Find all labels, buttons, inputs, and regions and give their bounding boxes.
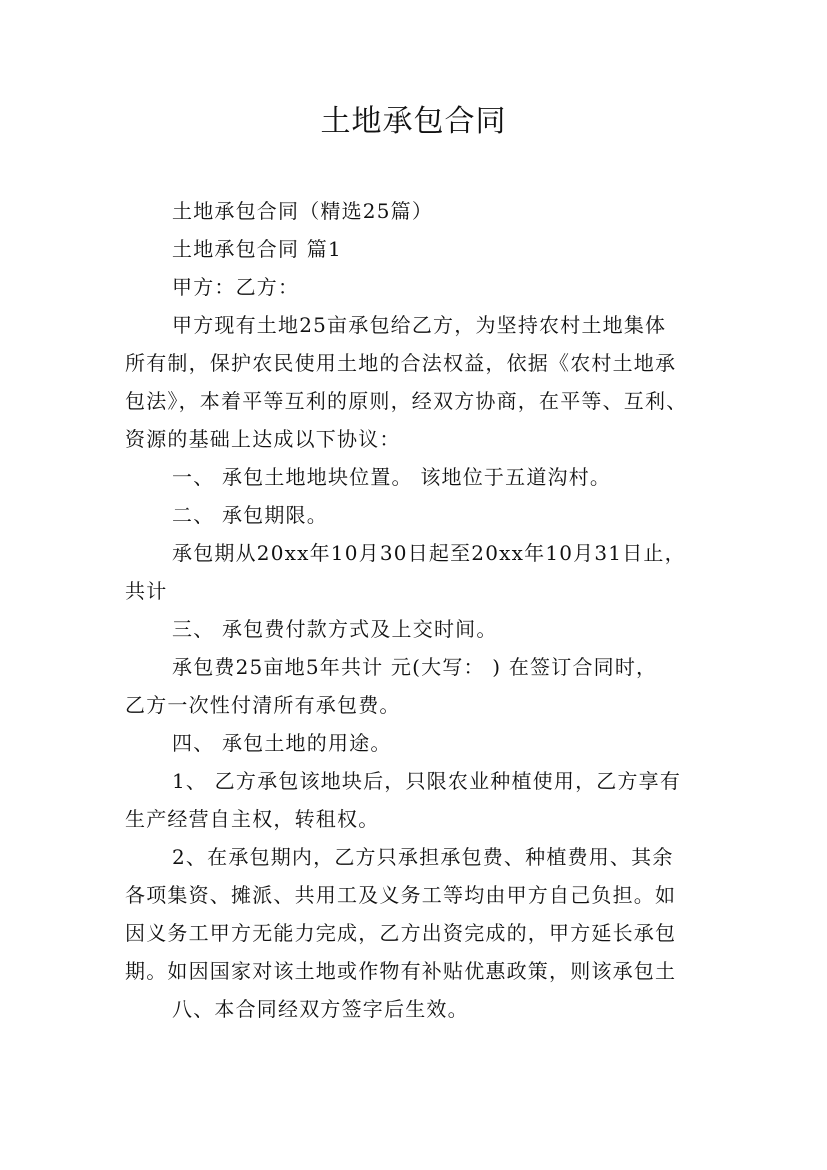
paragraph-line: 各项集资、摊派、共用工及义务工等均由甲方自己负担。如	[125, 883, 677, 907]
paragraph-line: 共计	[125, 579, 168, 603]
paragraph-line: 一、 承包土地地块位置。 该地位于五道沟村。	[172, 465, 612, 489]
paragraph-line: 承包期从20xx年10月30日起至20xx年10月31日止，	[172, 541, 686, 565]
document-title: 土地承包合同	[320, 104, 507, 139]
paragraph-line: 土地承包合同（精选25篇）	[172, 199, 434, 223]
paragraph-line: 乙方一次性付清所有承包费。	[125, 693, 401, 717]
paragraph-line: 承包费25亩地5年共计 元(大写： ) 在签订合同时，	[172, 655, 658, 679]
paragraph-line: 四、 承包土地的用途。	[172, 731, 392, 755]
paragraph-line: 期。如因国家对该土地或作物有补贴优惠政策，则该承包土	[125, 959, 677, 983]
paragraph-line: 因义务工甲方无能力完成，乙方出资完成的，甲方延长承包	[125, 921, 677, 945]
paragraph-line: 甲方现有土地25亩承包给乙方，为坚持农村土地集体	[172, 313, 667, 337]
paragraph-line: 土地承包合同 篇1	[172, 237, 342, 261]
paragraph-line: 1、 乙方承包该地块后，只限农业种植使用，乙方享有	[172, 769, 682, 793]
paragraph-line: 甲方：乙方：	[172, 275, 300, 299]
paragraph-line: 资源的基础上达成以下协议：	[125, 427, 401, 451]
paragraph-line: 2、在承包期内，乙方只承担承包费、种植费用、其余	[172, 845, 674, 869]
paragraph-line: 生产经营自主权，转租权。	[125, 807, 380, 831]
paragraph-line: 八、本合同经双方签字后生效。	[172, 997, 469, 1021]
paragraph-line: 包法》，本着平等互利的原则，经双方协商，在平等、互利、	[125, 389, 688, 413]
paragraph-line: 三、 承包费付款方式及上交时间。	[172, 617, 498, 641]
paragraph-line: 所有制，保护农民使用土地的合法权益，依据《农村土地承	[125, 351, 677, 375]
paragraph-line: 二、 承包期限。	[172, 503, 328, 527]
document-body	[125, 192, 709, 1028]
